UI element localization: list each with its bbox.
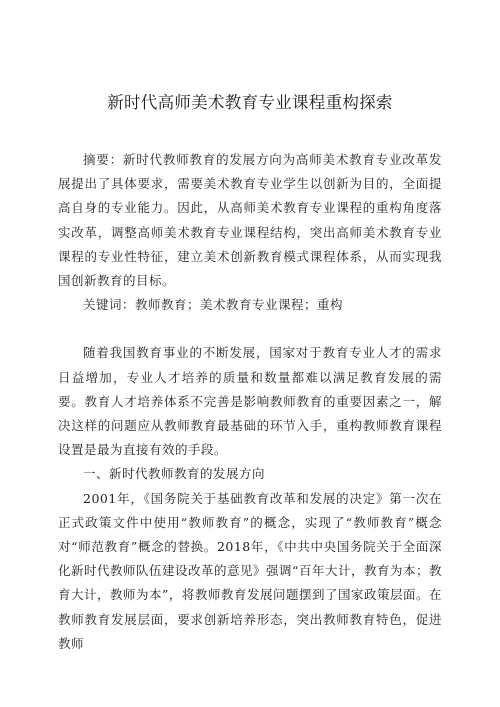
abstract-section xyxy=(58,148,442,317)
section-heading: 一、新时代教师教育的发展方向 xyxy=(83,466,266,482)
abstract-paragraph: 摘要：新时代教师教育的发展方向为高师美术教育专业改革发展提出了具体要求，需要美术教育专业学生以创新为目的，全面提高自身的专业能力。因此，从高师美术教育专业课程的重构角度落实改革，调整高师美术教育专业课程结构，突出高师美术教育专业课程的专业性特征，建立美术创新教育模式课程体系，从而实现我国创新教育的目标。 xyxy=(58,152,442,289)
body-section xyxy=(58,341,442,656)
document-title: 新时代高师美术教育专业课程重构探索 xyxy=(107,93,393,112)
keywords-line: 关键词：教师教育；美术教育专业课程；重构 xyxy=(83,297,344,313)
intro-paragraph: 随着我国教育事业的不断发展，国家对于教育专业人才的需求日益增加，专业人才培养的质量和数量都难以满足教育发展的需要。教育人才培养体系不完善是影响教师教育的重要因素之一，解决这样的问题应从教师教育最基础的环节入手，重构教师教育课程设置是最为直接有效的手段。 xyxy=(58,345,442,458)
body-paragraph: 2001年，《国务院关于基础教育改革和发展的决定》第一次在正式政策文件中使用“教师教育”的概念，实现了“教师教育”概念对“师范教育”概念的替换。2018年，《中共中央国务院关于全面深化新时代教师队伍建设改革的意见》强调“百年大计，教育为本；教育大计，教师为本”，将教师教育发展问题摆到了国家政策层面。在教师教育发展层面，要求创新培养形态，突出教师教育特色，促进教师 xyxy=(58,490,442,651)
